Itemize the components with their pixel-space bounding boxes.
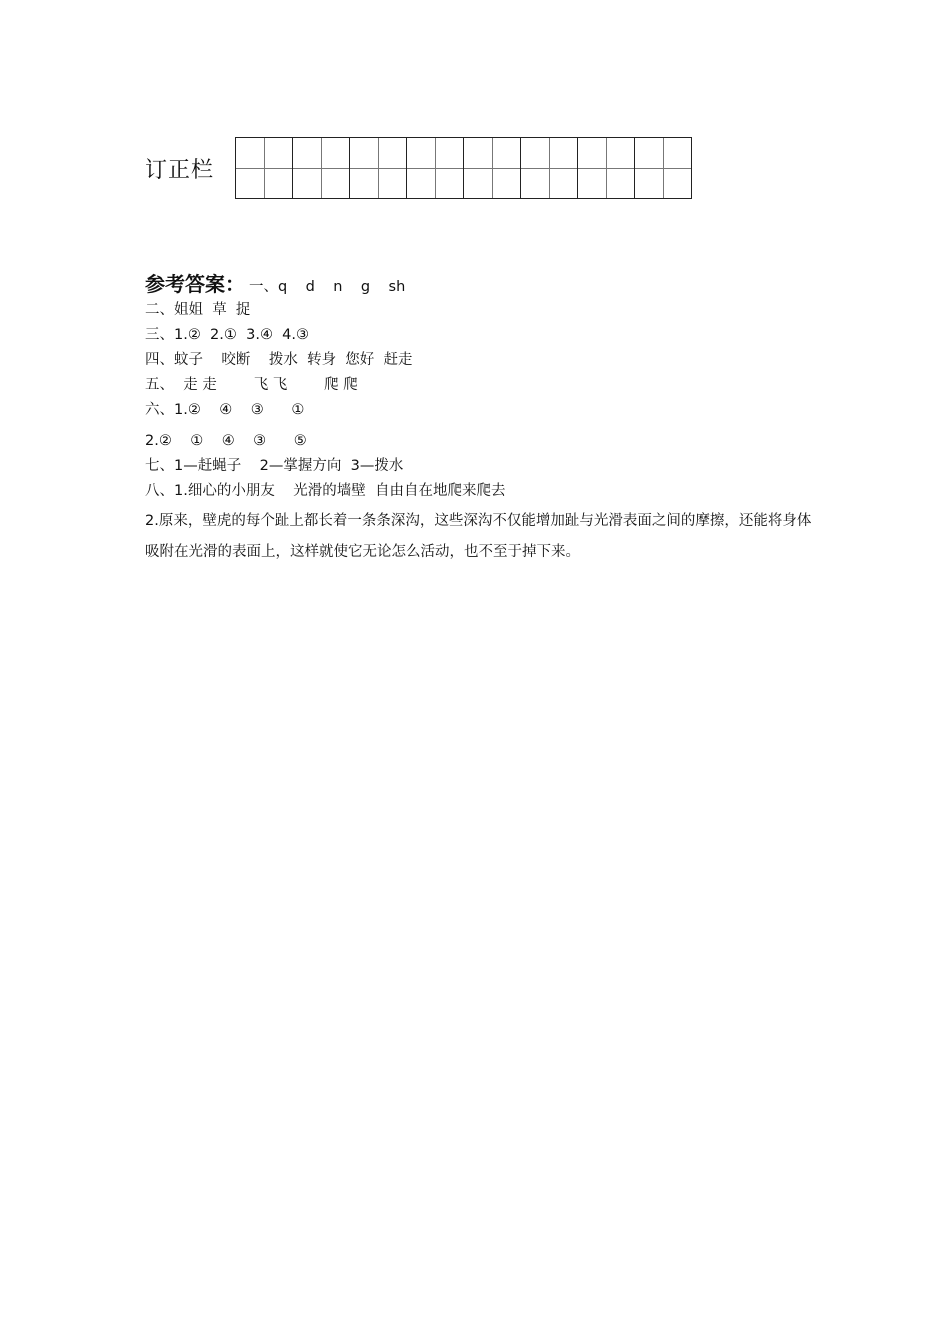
answer-line-8: 八、1.细心的小朋友 光滑的墙壁 自由自在地爬来爬去 bbox=[145, 483, 506, 499]
answer-heading bbox=[145, 268, 815, 298]
grid-box bbox=[578, 138, 635, 199]
answer-line-4: 四、蚊子 咬断 拨水 转身 您好 赶走 bbox=[145, 352, 413, 368]
grid-box bbox=[350, 138, 407, 199]
answer-paragraph: 2.原来，壁虎的每个趾上都长着一条条深沟，这些深沟不仅能增加趾与光滑表面之间的摩擦，还能将身体吸附在光滑的表面上，这样就使它无论怎么活动，也不至于掉下来。 bbox=[145, 513, 812, 560]
grid-box bbox=[521, 138, 578, 199]
answer-line-6-2: 2.② ① ④ ③ ⑤ bbox=[145, 433, 307, 449]
grid-box bbox=[236, 138, 293, 199]
answer-line-5: 五、 走 走 飞 飞 爬 爬 bbox=[145, 377, 358, 393]
answer-line-7: 七、1—赶蝇子 2—掌握方向 3—拨水 bbox=[145, 458, 404, 474]
answer-line-6: 六、1.② ④ ③ ① bbox=[145, 402, 305, 418]
answer-title: 参考答案： bbox=[145, 272, 245, 296]
answer-section bbox=[145, 268, 815, 568]
grid-box bbox=[293, 138, 350, 199]
answer-line-1: 一、q d n g sh bbox=[249, 279, 406, 295]
answer-line-2: 二、姐姐 草 捉 bbox=[145, 302, 251, 318]
grid-box bbox=[407, 138, 464, 199]
writing-grid bbox=[235, 137, 692, 199]
answer-line-3: 三、1.② 2.① 3.④ 4.③ bbox=[145, 327, 309, 343]
correction-section bbox=[145, 137, 692, 199]
grid-box bbox=[635, 138, 692, 199]
grid-box bbox=[464, 138, 521, 199]
correction-label: 订正栏 bbox=[145, 157, 215, 183]
